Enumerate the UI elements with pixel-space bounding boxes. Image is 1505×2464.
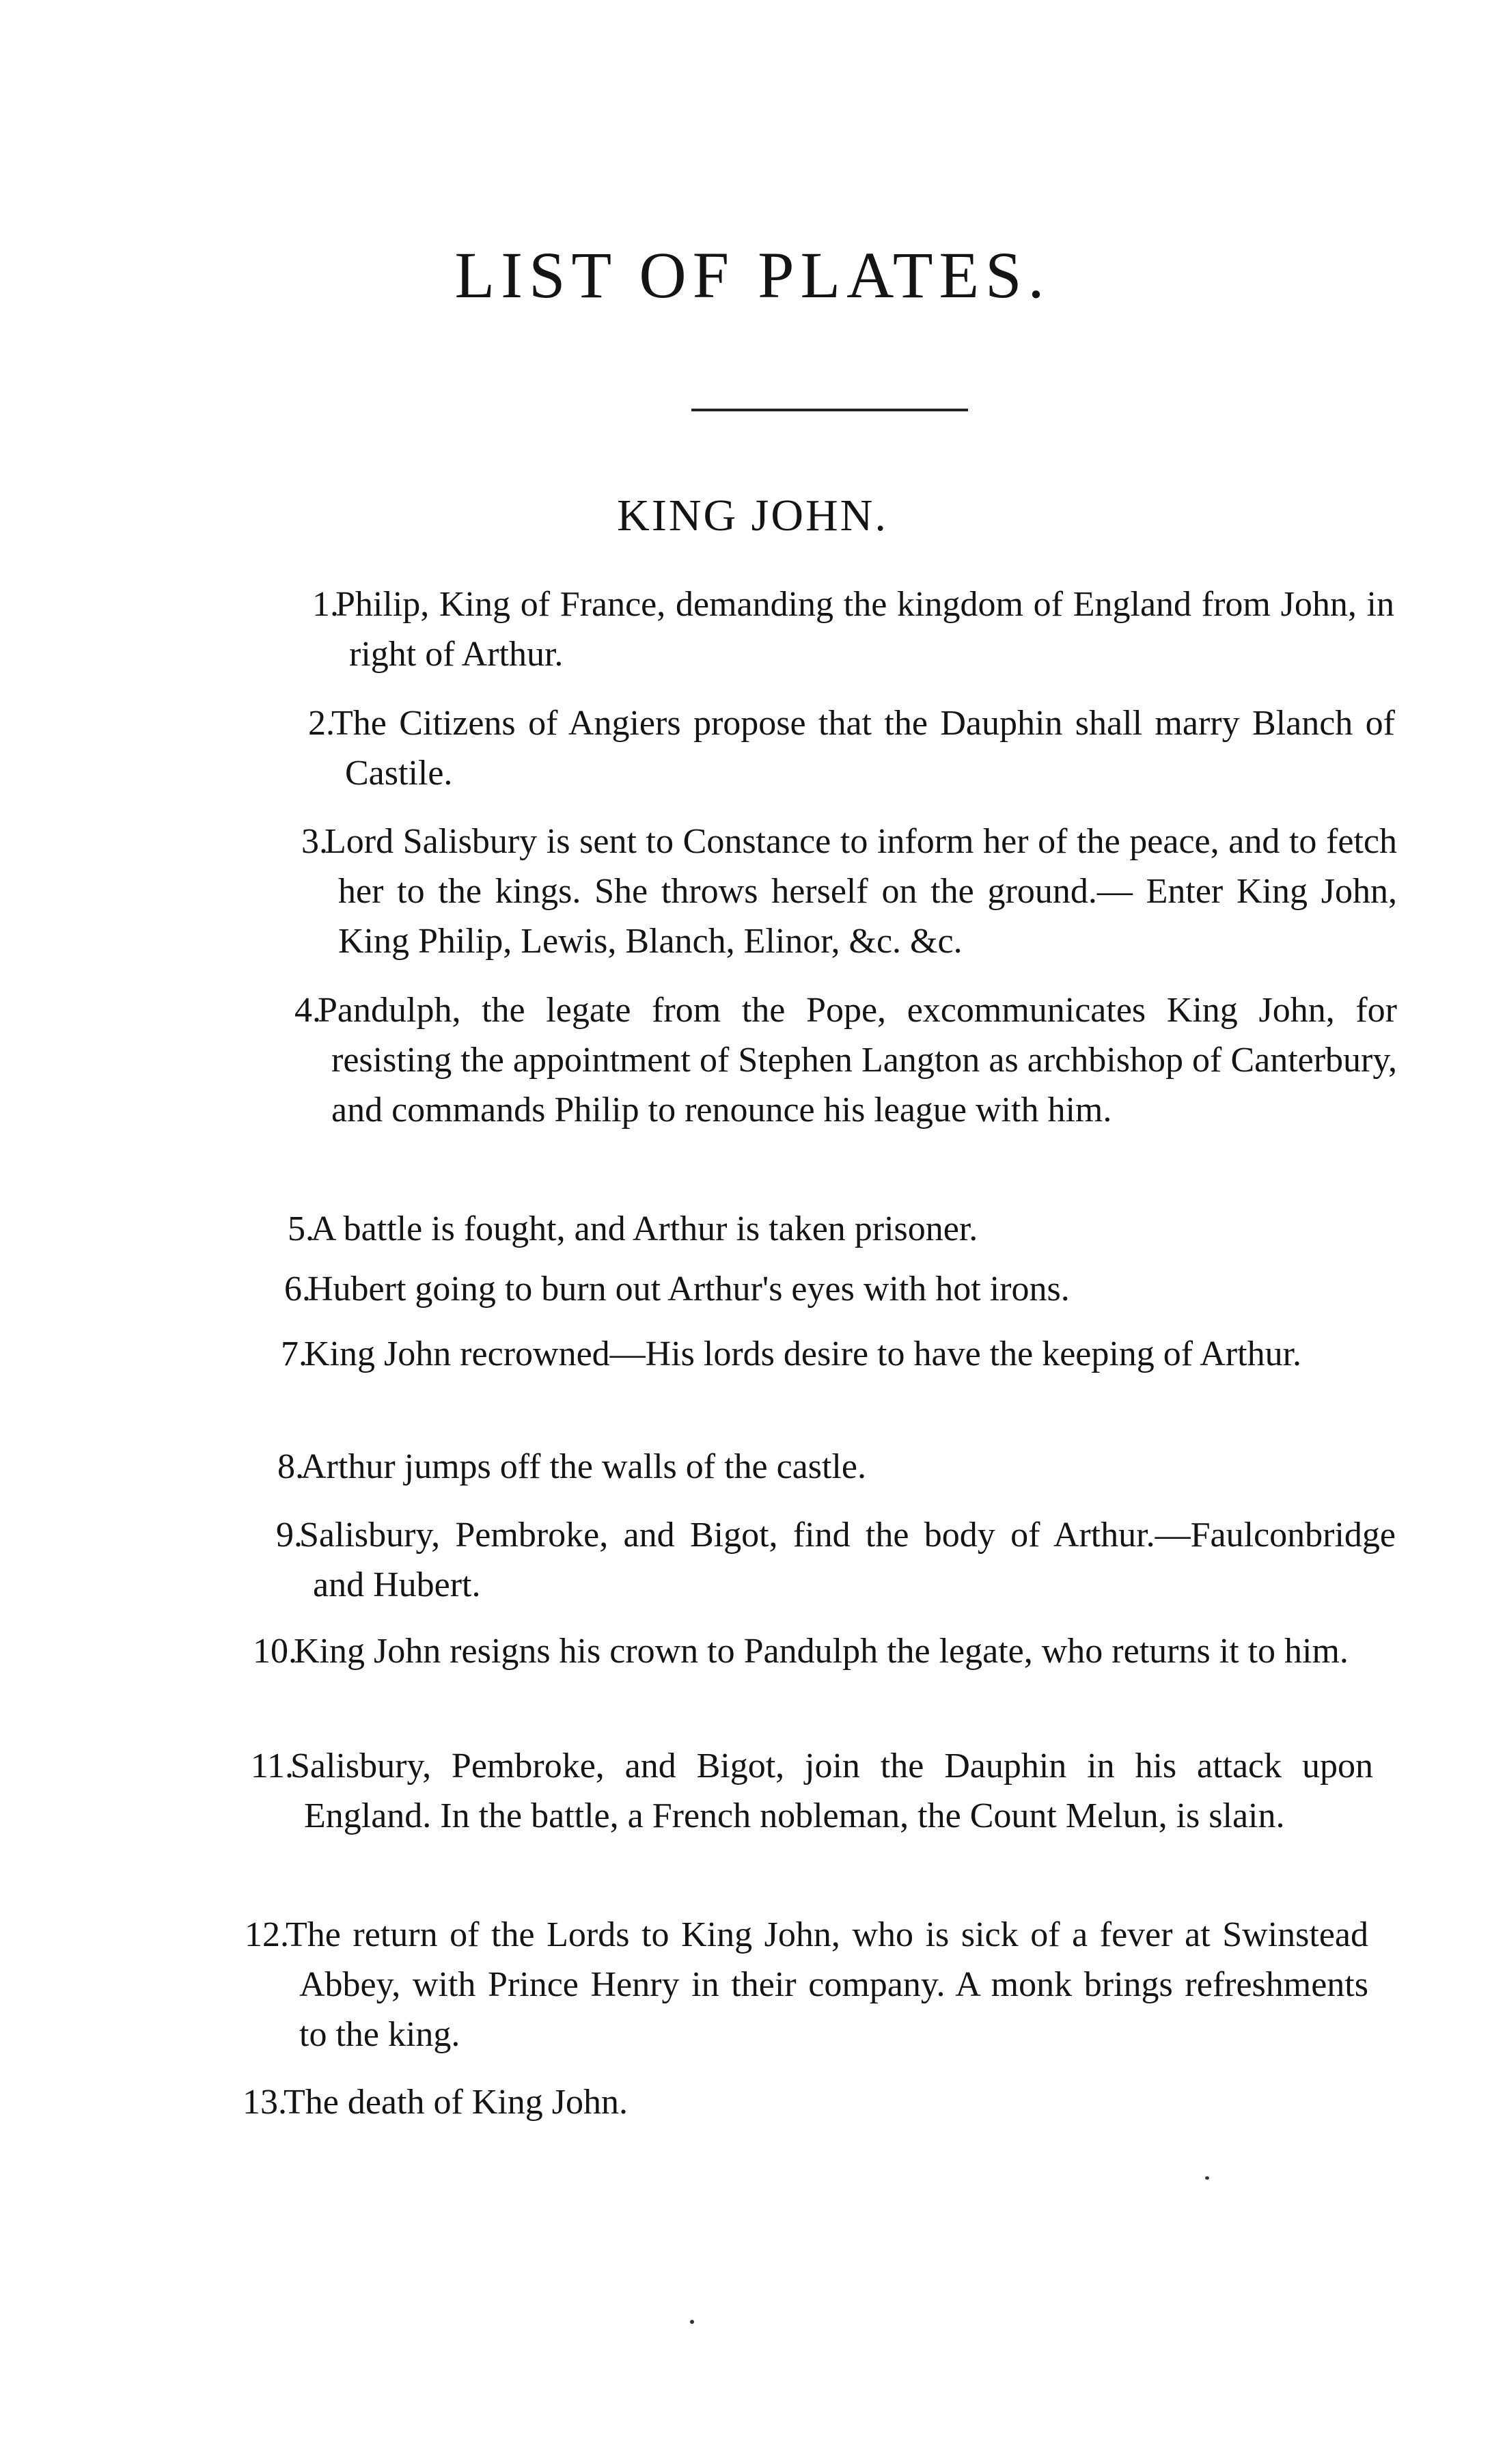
plate-entry-9 (217, 1510, 1396, 1610)
plate-description: Arthur jumps off the walls of the castle. (301, 1447, 866, 1486)
plate-description: Philip, King of France, demanding the kingdom of England from John, in right of Arthur. (335, 585, 1394, 674)
plate-number: 8. (277, 1447, 304, 1486)
page-title: LIST OF PLATES. (454, 238, 1051, 312)
plate-entry-12 (190, 1910, 1368, 2059)
plate-number: 13. (243, 2083, 287, 2122)
plate-number: 4. (294, 991, 321, 1030)
plate-description: The Citizens of Angiers propose that the Dauphin shall marry Blanch of Castile. (331, 704, 1395, 793)
plate-number: 3. (301, 822, 328, 861)
plate-number: 2. (308, 704, 335, 743)
plate-description: The death of King John. (284, 2083, 629, 2122)
plate-entry-4 (236, 985, 1397, 1135)
plate-entry-13 (188, 2077, 1366, 2127)
plate-number: 12. (245, 1915, 289, 1954)
plate-number: 1. (312, 585, 339, 624)
plate-entry-10 (198, 1626, 1377, 1676)
plate-description: King John recrowned—His lords desire to have the keeping of Arthur. (304, 1334, 1302, 1373)
title-divider (691, 409, 968, 411)
plate-number: 9. (276, 1516, 303, 1555)
plate-number: 6. (284, 1270, 311, 1309)
section-heading: KING JOHN. (617, 491, 888, 540)
paper-speck (690, 2320, 694, 2324)
paper-speck (1205, 2176, 1209, 2180)
plate-entry-6 (225, 1264, 1397, 1314)
plate-entry-1 (257, 579, 1394, 679)
plate-entry-3 (243, 817, 1397, 966)
plate-entry-2 (249, 698, 1395, 798)
plate-description: King John resigns his crown to Pandulph the legate, who returns it to him. (294, 1632, 1349, 1671)
plate-entry-7 (222, 1329, 1394, 1379)
plate-number: 10. (253, 1632, 297, 1671)
plate-entry-8 (219, 1442, 1394, 1492)
plate-number: 5. (288, 1209, 314, 1248)
plate-description: Pandulph, the legate from the Pope, excommunicates King John, for resisting the appointment of Stephen Langton as archbishop of Canterbury, and commands Philip to renounce his league with him. (318, 991, 1397, 1130)
plate-description: Hubert going to burn out Arthur's eyes with hot irons. (307, 1270, 1070, 1309)
plate-description: Salisbury, Pembroke, and Bigot, find the body of Arthur.—Faulconbridge and Hubert. (299, 1516, 1396, 1604)
plate-number: 11. (250, 1747, 294, 1785)
plate-description: Salisbury, Pembroke, and Bigot, join the Dauphin in his attack upon England. In the battle, a French nobleman, the Count Melun, is slain. (290, 1747, 1373, 1835)
plate-entry-5 (229, 1204, 1397, 1254)
plate-description: The return of the Lords to King John, who is sick of a fever at Swinstead Abbey, with Prince Henry in their company. A monk brings refreshments to the king. (286, 1915, 1368, 2054)
plate-entry-11 (195, 1741, 1373, 1841)
plate-number: 7. (281, 1334, 307, 1373)
plate-description: Lord Salisbury is sent to Constance to inform her of the peace, and to fetch her to the kings. She throws herself on the ground.— Enter King John, King Philip, Lewis, Blanch, Elinor, &c. &c. (325, 822, 1397, 961)
plate-description: A battle is fought, and Arthur is taken prisoner. (311, 1209, 978, 1248)
